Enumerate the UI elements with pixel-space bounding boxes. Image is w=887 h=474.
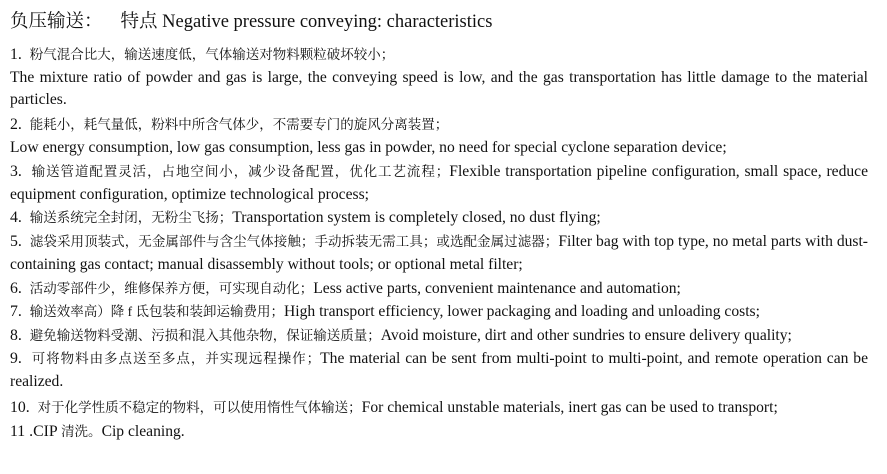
item-number: 2. <box>10 116 22 133</box>
item-text-en: The material can be sent from multi-point to multi-point, and remote operation can be realized. <box>10 350 868 390</box>
item-text-zh: 活动零部件少，维修保养方便，可实现自动化； <box>29 281 314 296</box>
item-number: 3. <box>10 163 22 180</box>
item-text-en: Transportation system is completely closed, no dust flying; <box>232 209 601 226</box>
list-item <box>10 421 868 444</box>
item-text-en: Low energy consumption, low gas consumption, less gas in powder, no need for special cyclone separation device; <box>10 138 727 156</box>
item-number: 7. <box>10 303 22 320</box>
page-title <box>10 10 492 34</box>
list-item <box>10 348 868 393</box>
item-text-zh: 粉气混合比大，输送速度低，气体输送对物料颗粒破坏较小； <box>29 47 395 62</box>
list-item <box>10 231 868 276</box>
item-text-zh: 能耗小，耗气量低，粉料中所含气体少，不需要专门的旋风分离装置； <box>29 117 449 132</box>
item-text-zh: 清洗。 <box>61 424 102 439</box>
item-text-en: For chemical unstable materials, inert gas can be used to transport; <box>361 399 778 416</box>
item-text-en: Filter bag with top type, no metal parts with dust-containing gas contact; manual disassembly without tools; or optional metal filter; <box>10 233 869 273</box>
item-text-en: Less active parts, convenient maintenance and automation; <box>313 280 681 297</box>
list-item <box>10 207 868 230</box>
item-text-zh: 可将物料由多点送至多点，并实现远程操作； <box>31 351 321 366</box>
item-number: 1. <box>10 46 22 63</box>
item-number: 8. <box>10 327 22 344</box>
item-text-zh: 输送管道配置灵活，占地空间小，减少设备配置，优化工艺流程； <box>31 164 450 179</box>
item-text-zh: 避免输送物料受潮、污损和混入其他杂物，保证输送质量； <box>29 328 381 343</box>
list-item <box>10 114 868 159</box>
item-text-zh: 对于化学性质不稳定的物料，可以使用惰性气体输送； <box>37 400 362 415</box>
item-number: 6. <box>10 280 22 297</box>
list-item <box>10 161 868 206</box>
item-number: 9. <box>10 350 22 367</box>
list-item <box>10 397 868 420</box>
item-number: 5. <box>10 233 22 250</box>
item-text-en: Avoid moisture, dirt and other sundries to ensure delivery quality; <box>380 327 792 344</box>
list-item <box>10 325 868 348</box>
title-en: Negative pressure conveying: characteristics <box>162 12 493 32</box>
item-number: 10. <box>10 399 30 416</box>
item-text-en: The mixture ratio of powder and gas is large, the conveying speed is low, and the gas transportation has little damage to the material particles. <box>10 68 868 108</box>
title-zh: 负压输送： <box>10 12 103 32</box>
item-text-en: Cip cleaning. <box>101 423 185 440</box>
title-zh-characteristics: 特点 <box>120 12 158 32</box>
item-text-zh: 输送效率高）降 f 氐包装和装卸运输费用； <box>29 304 285 319</box>
item-text-zh: 输送系统完全封闭，无粉尘飞扬； <box>29 210 233 225</box>
list-item <box>10 278 868 301</box>
list-item <box>10 301 868 324</box>
item-number: 11 .CIP <box>10 423 58 440</box>
item-text-zh: 滤袋采用顶装式，无金属部件与含尘气体接触；手动拆装无需工具；或选配金属过滤器； <box>29 234 559 249</box>
item-text-en: High transport efficiency, lower packaging and loading and unloading costs; <box>284 303 760 320</box>
list-item <box>10 44 868 112</box>
item-text-en: Flexible transportation pipeline configuration, small space, reduce equipment configuration, optimize technological process; <box>10 163 869 203</box>
item-number: 4. <box>10 209 22 226</box>
